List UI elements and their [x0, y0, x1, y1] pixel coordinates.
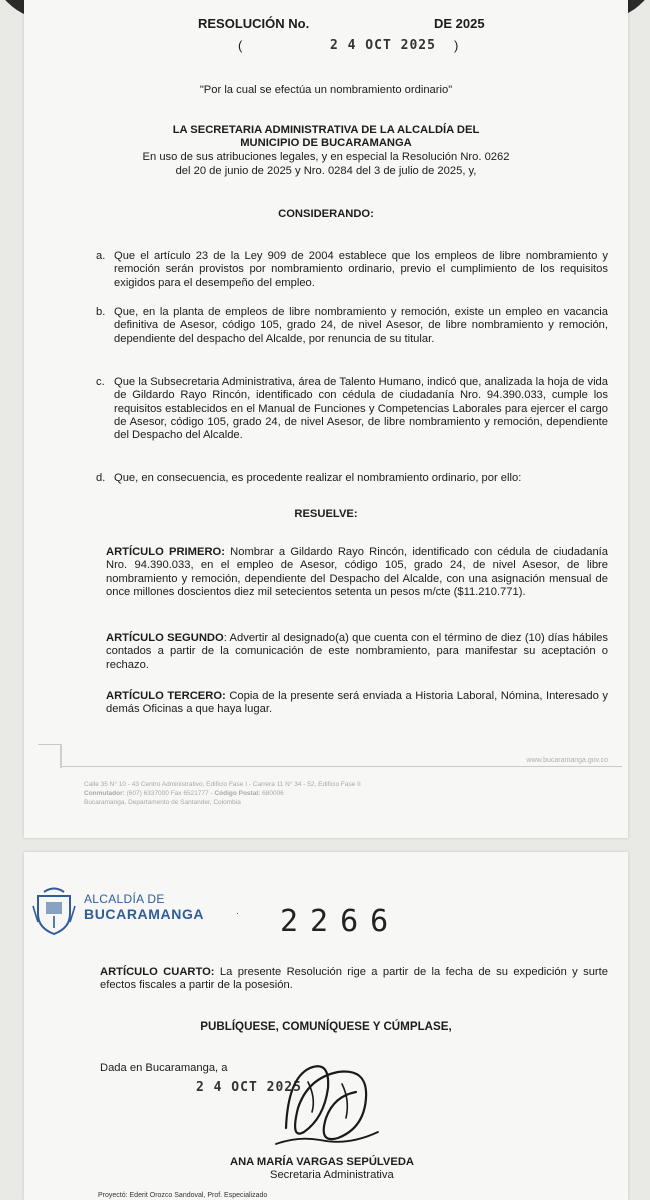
resuelve-heading: RESUELVE: — [294, 508, 358, 520]
authority-line-2: MUNICIPIO DE BUCARAMANGA — [240, 137, 412, 149]
paren-close: ) — [454, 38, 459, 53]
footer-decor-line — [38, 744, 60, 745]
article-title: ARTÍCULO PRIMERO: — [106, 546, 225, 558]
footer-postal-value: 680006 — [260, 790, 284, 797]
page2-dot: · — [236, 908, 239, 918]
consideration-text: Que, en la planta de empleos de libre nombramiento y remoción, existe un empleo en vacancia definitiva de Asesor, código 105, grado 24, de nivel Asesor, de libre nombramiento y remoción, dependiente del despacho del Alcalde, por renuncia de su titular. — [114, 306, 608, 345]
footer-postal-label: Código Postal: — [214, 790, 261, 797]
article-cuarto — [100, 966, 608, 993]
article-tercero — [106, 690, 608, 717]
consideration-text: Que la Subsecretaria Administrativa, área de Talento Humano, indicó que, analizada la hoja de vida de Gildardo Rayo Rincón, identificado con cédula de ciudadanía Nro. 94.390.033, cumple los requisitos establecidos en el Manual de Funciones y Competencias Laborales para ejercer el cargo de Asesor, código 105, grado 24, de nivel Asesor, de libre nombramiento y remoción, dependiente del Despacho del Alcalde. — [114, 376, 608, 442]
footer-phone — [84, 789, 284, 798]
footer-address: Calle 35 N° 10 - 43 Centro Administrativo, Edificio Fase I - Carrera 11 N° 34 - 52, Edificio Fase II — [84, 781, 361, 788]
signer-role: Secretaria Administrativa — [270, 1169, 394, 1181]
consideration-letter: b. — [96, 306, 106, 318]
article-title: ARTÍCULO TERCERO: — [106, 690, 226, 702]
article-text: La presente Resolución rige a partir de la fecha de su expedición y surte efectos fiscales a partir de la posesión. — [100, 966, 608, 992]
signature-drawing — [268, 1048, 388, 1156]
attributions-line-1: En uso de sus atribuciones legales, y en especial la Resolución Nro. 0262 — [142, 151, 510, 163]
consideration-d — [96, 472, 608, 485]
consideration-text: Que el artículo 23 de la Ley 909 de 2004 establece que los empleos de libre nombramiento y remoción serán provistos por nombramiento ordinario, previo el cumplimiento de los requisitos exigidos para el desempeño del empleo. — [114, 250, 608, 289]
consideration-a — [96, 250, 608, 290]
consideration-letter: d. — [96, 472, 106, 484]
resolution-year: DE 2025 — [434, 16, 485, 31]
article-text: Copia de la presente será enviada a Historia Laboral, Nómina, Interesado y demás Oficinas a que haya lugar. — [106, 690, 608, 716]
publiquese-heading: PUBLÍQUESE, COMUNÍQUESE Y CÚMPLASE, — [200, 1020, 452, 1033]
footer-phone-value: (607) 6337000 Fax 6521777 - — [124, 790, 215, 797]
coat-of-arms-icon — [32, 886, 76, 936]
projected-by: Proyectó: Ederit Orozco Sandoval, Prof. Especializado — [98, 1192, 268, 1199]
resolution-subtitle: "Por la cual se efectúa un nombramiento ordinario" — [199, 84, 453, 96]
consideration-letter: a. — [96, 250, 106, 262]
authority-line-1: LA SECRETARIA ADMINISTRATIVA DE LA ALCALDÍA DEL — [172, 124, 480, 136]
footer-website: www.bucaramanga.gov.co — [526, 757, 608, 764]
logo-line-2: BUCARAMANGA — [84, 906, 205, 922]
article-title: ARTÍCULO SEGUNDO — [106, 632, 224, 644]
considerando-heading: CONSIDERANDO: — [278, 208, 374, 220]
consideration-letter: c. — [96, 376, 105, 388]
footer-decor-line — [62, 766, 622, 767]
document-page-2 — [24, 852, 628, 1200]
dada-en: Dada en Bucaramanga, a — [100, 1062, 228, 1074]
footer-phone-label: Conmutador: — [84, 790, 125, 797]
date-stamp: 2 4 OCT 2025 — [330, 38, 436, 53]
article-segundo — [106, 632, 608, 672]
article-text: Nombrar a Gildardo Rayo Rincón, identificado con cédula de ciudadanía Nro. 94.390.033, en el empleo de Asesor, código 105, grado 24, de nivel Asesor, de libre nombramiento y remoción, dependiente del Despacho del Alcalde, con una asignación mensual de once millones doscientos diez mil setecientos setenta un pesos m/cte ($11.210.771). — [106, 546, 608, 598]
signer-name: ANA MARÍA VARGAS SEPÚLVEDA — [230, 1156, 414, 1168]
article-title: ARTÍCULO CUARTO: — [100, 966, 215, 978]
footer-city: Bucaramanga, Departamento de Santander, Colombia — [84, 799, 241, 806]
paren-open: ( — [238, 38, 243, 53]
consideration-text: Que, en consecuencia, es procedente realizar el nombramiento ordinario, por ello: — [114, 472, 522, 484]
resolution-number-stamp: 2266 — [280, 904, 401, 939]
article-text: : Advertir al designado(a) que cuenta con el término de diez (10) días hábiles contados a partir de la comunicación de este nombramiento, para manifestar su aceptación o rechazo. — [106, 632, 609, 671]
logo-line-1: ALCALDÍA DE — [84, 892, 165, 906]
resolution-label: RESOLUCIÓN No. — [198, 16, 310, 31]
footer-decor-line — [60, 744, 62, 768]
document-page-1 — [24, 0, 628, 838]
signature-date-stamp: 2 4 OCT 2025 — [196, 1080, 302, 1095]
consideration-b — [96, 306, 608, 346]
attributions-line-2: del 20 de junio de 2025 y Nro. 0284 del 3 de julio de 2025, y, — [175, 165, 477, 177]
article-primero — [106, 546, 608, 599]
consideration-c — [96, 376, 608, 442]
